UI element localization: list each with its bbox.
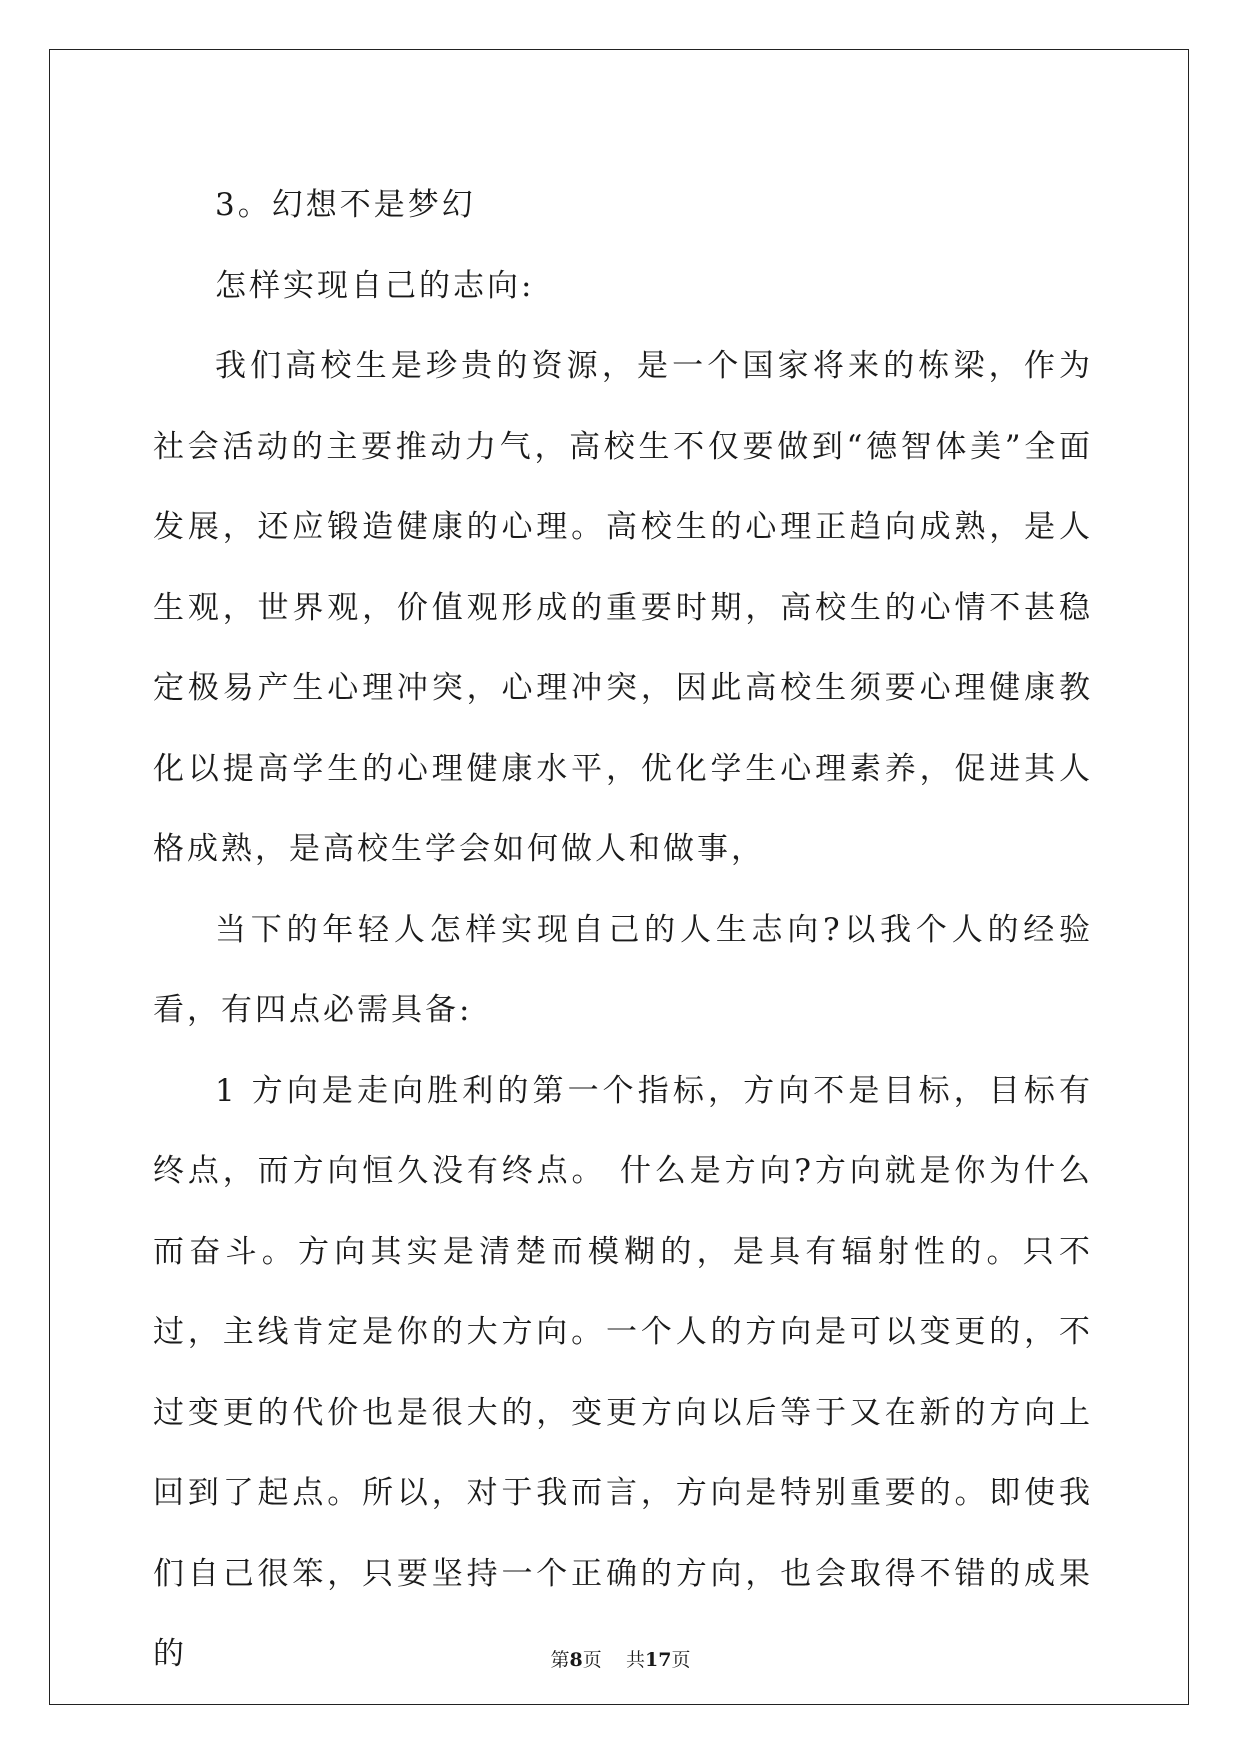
footer-total-suffix: 页 <box>671 1649 691 1671</box>
paragraph-heading: 3。幻想不是梦幻 <box>215 187 476 223</box>
paragraph-body: 我们高校生是珍贵的资源，是一个国家将来的栋梁，作为社会活动的主要推动力气，高校生不仅要做到“德智体美”全面发展，还应锻造健康的心理。高校生的心理正趋向成熟，是人生观，世界观，价值观形成的重要时期，高校生的心情不甚稳定极易产生心理冲突，心理冲突，因此高校生须要心理健康教化以提高学生的心理健康水平，优化学生心理素养，促进其人格成熟，是高校生学会如何做人和做事， <box>153 348 1093 867</box>
page-number: 8 <box>569 1649 583 1671</box>
document-body <box>153 165 1093 1695</box>
footer-total-prefix: 共 <box>625 1649 645 1671</box>
paragraph-question: 怎样实现自己的志向: <box>215 267 535 304</box>
paragraph-body: 1 方向是走向胜利的第一个指标，方向不是目标，目标有终点，而方向恒久没有终点。 什么是方向?方向就是你为什么而奋斗。方向其实是清楚而模糊的，是具有辐射性的。只不过，主线肯定是你的大方向。一个人的方向是可以变更的，不过变更的代价也是很大的，变更方向以后等于又在新的方向上回到了起点。所以，对于我而言，方向是特别重要的。即使我们自己很笨，只要坚持一个正确的方向，也会取得不错的成果的 <box>153 1072 1093 1672</box>
paragraph-body: 当下的年轻人怎样实现自己的人生志向?以我个人的经验看，有四点必需具备: <box>153 911 1093 1028</box>
total-pages: 17 <box>644 1649 672 1671</box>
footer-page-suffix: 页 <box>582 1649 602 1671</box>
page-footer <box>0 1648 1241 1672</box>
footer-prefix: 第 <box>550 1649 570 1671</box>
